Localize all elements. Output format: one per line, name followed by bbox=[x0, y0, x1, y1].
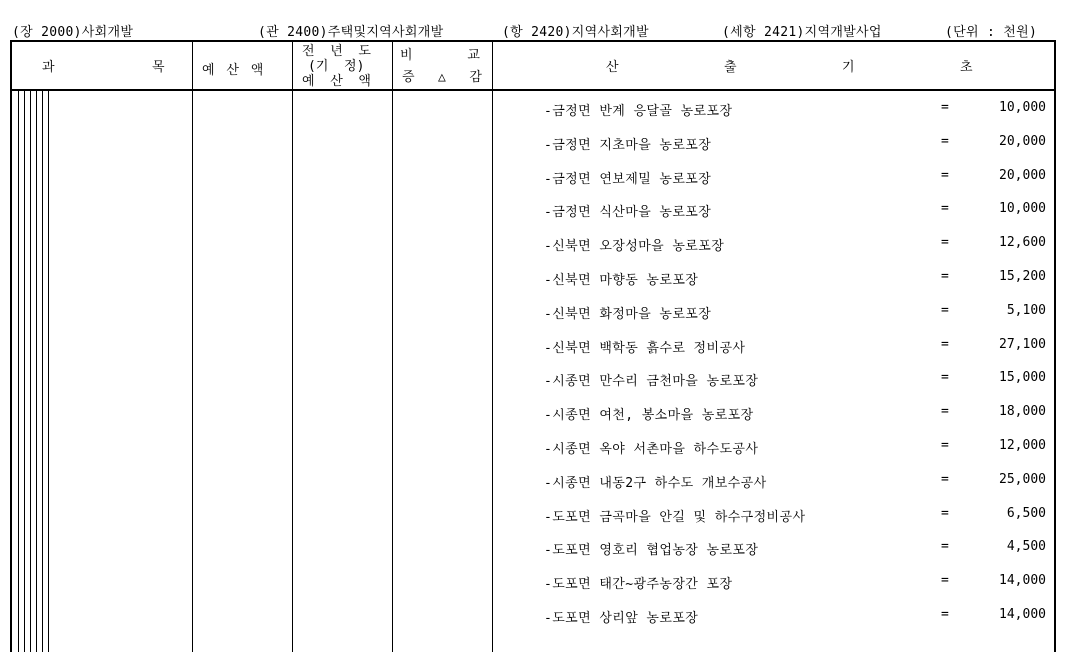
row-description: -신북면 마향동 농로포장 bbox=[544, 273, 699, 288]
col-gwamok-b: 목 bbox=[152, 60, 165, 75]
row-amount: 15,000 bbox=[999, 370, 1046, 386]
row-equals: = bbox=[941, 539, 949, 555]
row-description: -시종면 옥야 서촌마을 하수도공사 bbox=[544, 442, 759, 457]
row-equals: = bbox=[941, 302, 949, 318]
row-amount: 6,500 bbox=[1006, 505, 1046, 521]
row-equals: = bbox=[941, 269, 949, 284]
header-hang: (항 2420)지역사회개발 bbox=[502, 25, 649, 40]
row-equals: = bbox=[941, 471, 949, 487]
row-amount: 4,500 bbox=[1006, 539, 1046, 555]
row-equals: = bbox=[941, 201, 949, 217]
header-gwan: (관 2400)주택및지역사회개발 bbox=[258, 25, 444, 40]
col-comp-line2: 증 △ 감 bbox=[402, 70, 482, 85]
header-divider bbox=[12, 89, 1054, 91]
row-amount: 25,000 bbox=[999, 471, 1046, 487]
row-equals: = bbox=[941, 133, 949, 149]
table-row bbox=[12, 573, 1054, 593]
row-description: -도포면 영호리 협업농장 농로포장 bbox=[544, 543, 759, 559]
row-amount: 27,100 bbox=[999, 336, 1046, 352]
table-row bbox=[12, 303, 1054, 323]
row-equals: = bbox=[941, 607, 949, 622]
table-row bbox=[12, 438, 1054, 458]
row-amount: 5,100 bbox=[1006, 302, 1046, 318]
col-prev-line3: 예 산 액 bbox=[302, 74, 371, 89]
table-row bbox=[12, 100, 1054, 120]
table-row bbox=[12, 235, 1054, 255]
col-prev-line1: 전 년 도 bbox=[302, 44, 371, 59]
table-row bbox=[12, 472, 1054, 492]
row-amount: 14,000 bbox=[999, 573, 1046, 589]
row-equals: = bbox=[941, 505, 949, 521]
row-amount: 10,000 bbox=[999, 100, 1046, 115]
table-row bbox=[12, 539, 1054, 559]
header-unit: (단위 : 천원) bbox=[945, 25, 1038, 40]
row-amount: 15,200 bbox=[999, 269, 1046, 284]
row-amount: 12,000 bbox=[999, 438, 1046, 453]
row-description: -도포면 태간~광주농장간 포장 bbox=[544, 577, 733, 593]
col-prev-line2: (기 정) bbox=[308, 59, 365, 74]
row-description: -신북면 화정마을 농로포장 bbox=[544, 306, 712, 322]
row-description: -금정면 연보제밀 농로포장 bbox=[544, 171, 712, 187]
col-budget: 예 산 액 bbox=[202, 63, 266, 78]
row-description: -시종면 여천, 봉소마을 농로포장 bbox=[544, 408, 754, 424]
table-row bbox=[12, 269, 1054, 289]
table-row bbox=[12, 201, 1054, 221]
row-amount: 20,000 bbox=[999, 133, 1046, 149]
row-amount: 14,000 bbox=[999, 607, 1046, 622]
row-equals: = bbox=[941, 573, 949, 589]
col-calc-c: 기 bbox=[842, 60, 855, 75]
col-comp-line1: 비 교 bbox=[400, 48, 480, 63]
row-description: -시종면 내동2구 하수도 개보수공사 bbox=[544, 475, 767, 491]
row-equals: = bbox=[941, 336, 949, 352]
row-equals: = bbox=[941, 235, 949, 251]
row-amount: 10,000 bbox=[999, 201, 1046, 217]
row-description: -신북면 백학동 흙수로 정비공사 bbox=[544, 340, 746, 356]
col-calc-a: 산 bbox=[606, 60, 619, 75]
budget-table bbox=[10, 40, 1056, 652]
row-amount: 20,000 bbox=[999, 167, 1046, 183]
row-equals: = bbox=[941, 167, 949, 183]
table-row bbox=[12, 607, 1054, 627]
col-calc-b: 출 bbox=[724, 60, 737, 75]
row-description: -신북면 오장성마을 농로포장 bbox=[544, 239, 725, 255]
row-equals: = bbox=[941, 404, 949, 420]
row-amount: 18,000 bbox=[999, 404, 1046, 420]
row-description: -시종면 만수리 금천마을 농로포장 bbox=[544, 374, 759, 390]
header-jang: (장 2000)사회개발 bbox=[12, 25, 134, 40]
row-description: -금정면 반계 응달골 농로포장 bbox=[544, 104, 733, 119]
table-row bbox=[12, 370, 1054, 390]
row-description: -도포면 금곡마을 안길 및 하수구정비공사 bbox=[544, 509, 806, 525]
row-description: -금정면 지초마을 농로포장 bbox=[544, 137, 712, 153]
row-amount: 12,600 bbox=[999, 235, 1046, 251]
row-equals: = bbox=[941, 100, 949, 115]
header-sehang: (세항 2421)지역개발사업 bbox=[722, 25, 882, 40]
table-row bbox=[12, 134, 1054, 154]
row-description: -도포면 상리앞 농로포장 bbox=[544, 611, 699, 626]
table-row bbox=[12, 168, 1054, 188]
table-row bbox=[12, 337, 1054, 357]
col-gwamok-a: 과 bbox=[42, 60, 55, 75]
table-row bbox=[12, 404, 1054, 424]
col-calc-d: 초 bbox=[960, 60, 973, 75]
row-description: -금정면 식산마을 농로포장 bbox=[544, 205, 712, 221]
row-equals: = bbox=[941, 438, 949, 453]
table-row bbox=[12, 506, 1054, 526]
row-equals: = bbox=[941, 370, 949, 386]
